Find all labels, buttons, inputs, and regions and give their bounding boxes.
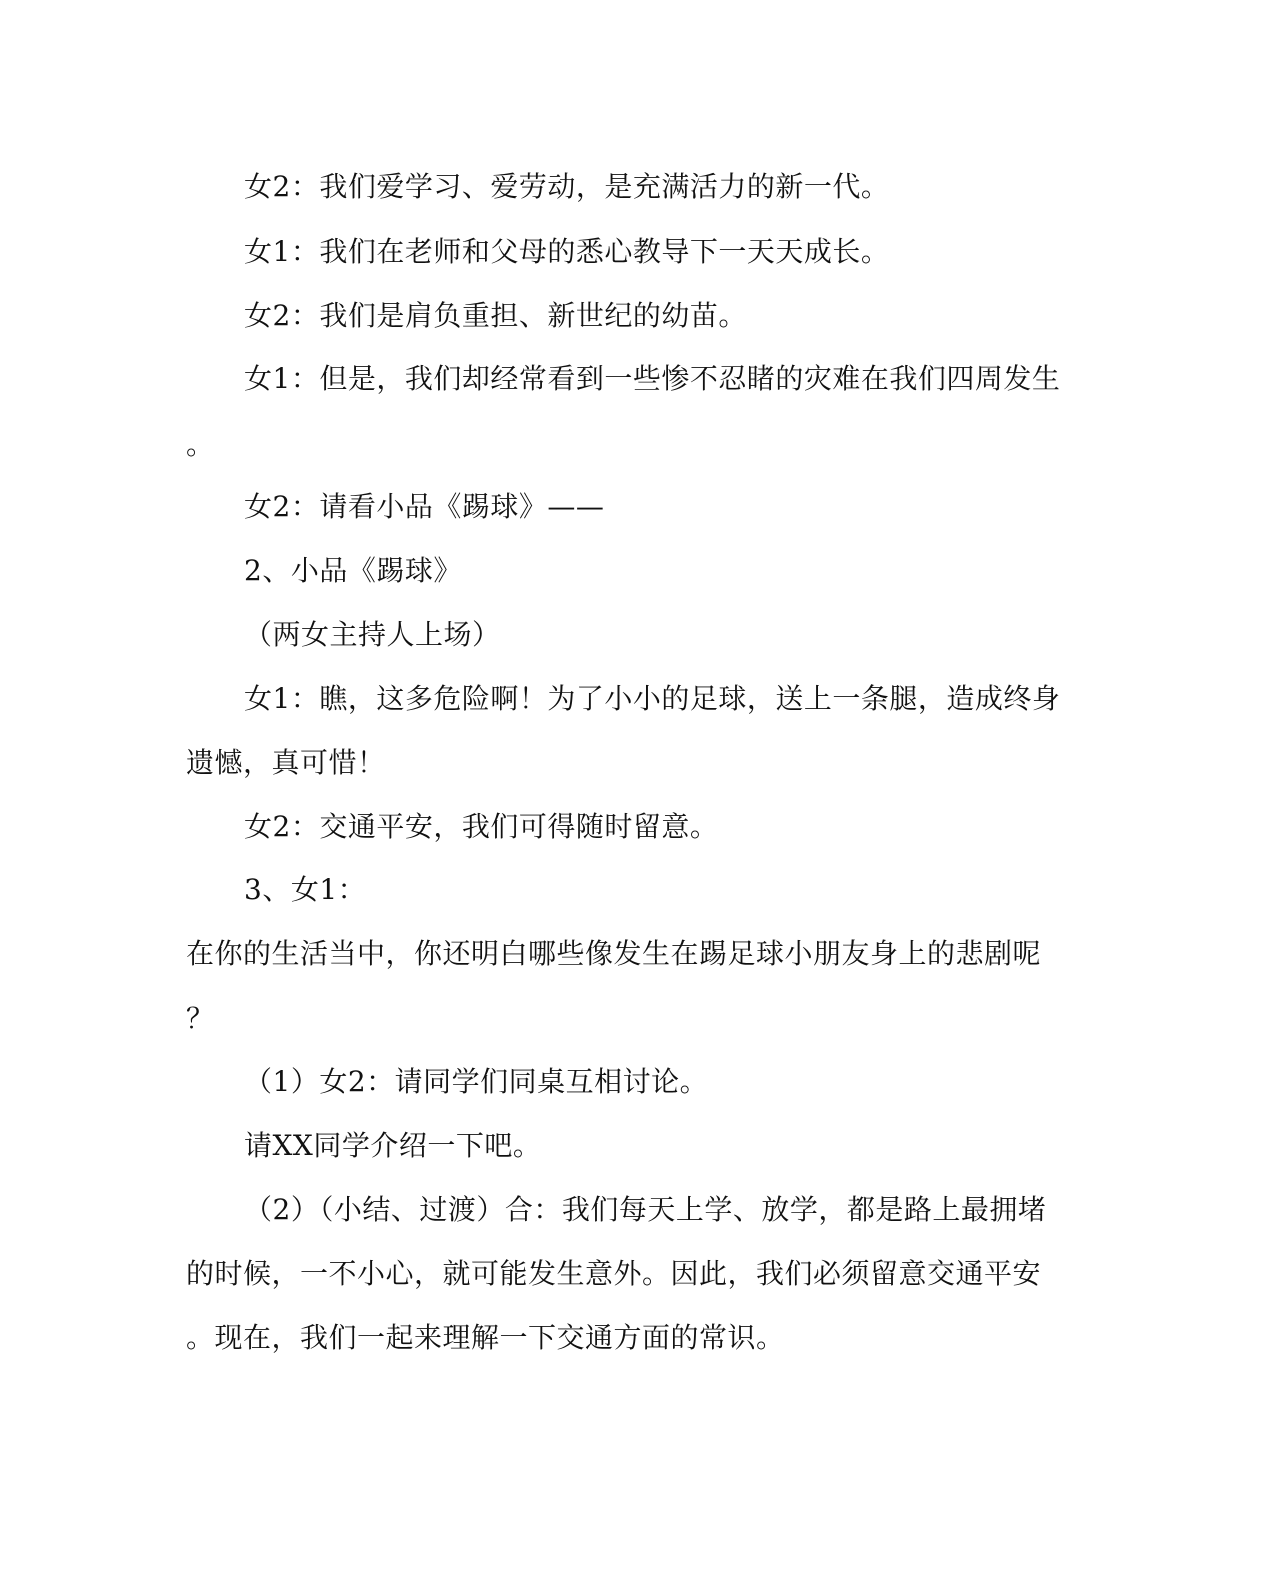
text-line: 请XX同学介绍一下吧。 [244, 1129, 542, 1162]
text-line: 女2：我们爱学习、爱劳动，是充满活力的新一代。 [244, 170, 890, 203]
text-line: ？ [186, 1002, 215, 1035]
text-line: （1）女2：请同学们同桌互相讨论。 [244, 1065, 709, 1098]
text-line: （两女主持人上场） [244, 618, 501, 651]
text-line: 女1：但是，我们却经常看到一些惨不忍睹的灾难在我们四周发生 [244, 362, 1061, 395]
text-line: 女1：瞧，这多危险啊！为了小小的足球，送上一条腿，造成终身 [244, 682, 1061, 715]
text-line: （2）（小结、过渡）合：我们每天上学、放学，都是路上最拥堵 [244, 1193, 1047, 1226]
text-line: 3、女1： [244, 873, 367, 906]
text-line: 女1：我们在老师和父母的悉心教导下一天天成长。 [244, 235, 890, 268]
text-line: 女2：交通平安，我们可得随时留意。 [244, 810, 719, 843]
text-line: 遗憾，真可惜！ [186, 746, 386, 779]
text-line: 。现在，我们一起来理解一下交通方面的常识。 [186, 1321, 785, 1354]
text-line: 在你的生活当中，你还明白哪些像发生在踢足球小朋友身上的悲剧呢 [186, 937, 1042, 970]
text-line: 的时候，一不小心，就可能发生意外。因此，我们必须留意交通平安 [186, 1257, 1042, 1290]
text-line: 女2：我们是肩负重担、新世纪的幼苗。 [244, 299, 747, 332]
text-line: 。 [186, 428, 215, 461]
text-line: 女2：请看小品《踢球》—— [244, 490, 605, 523]
text-line: 2、小品《踢球》 [244, 554, 462, 587]
